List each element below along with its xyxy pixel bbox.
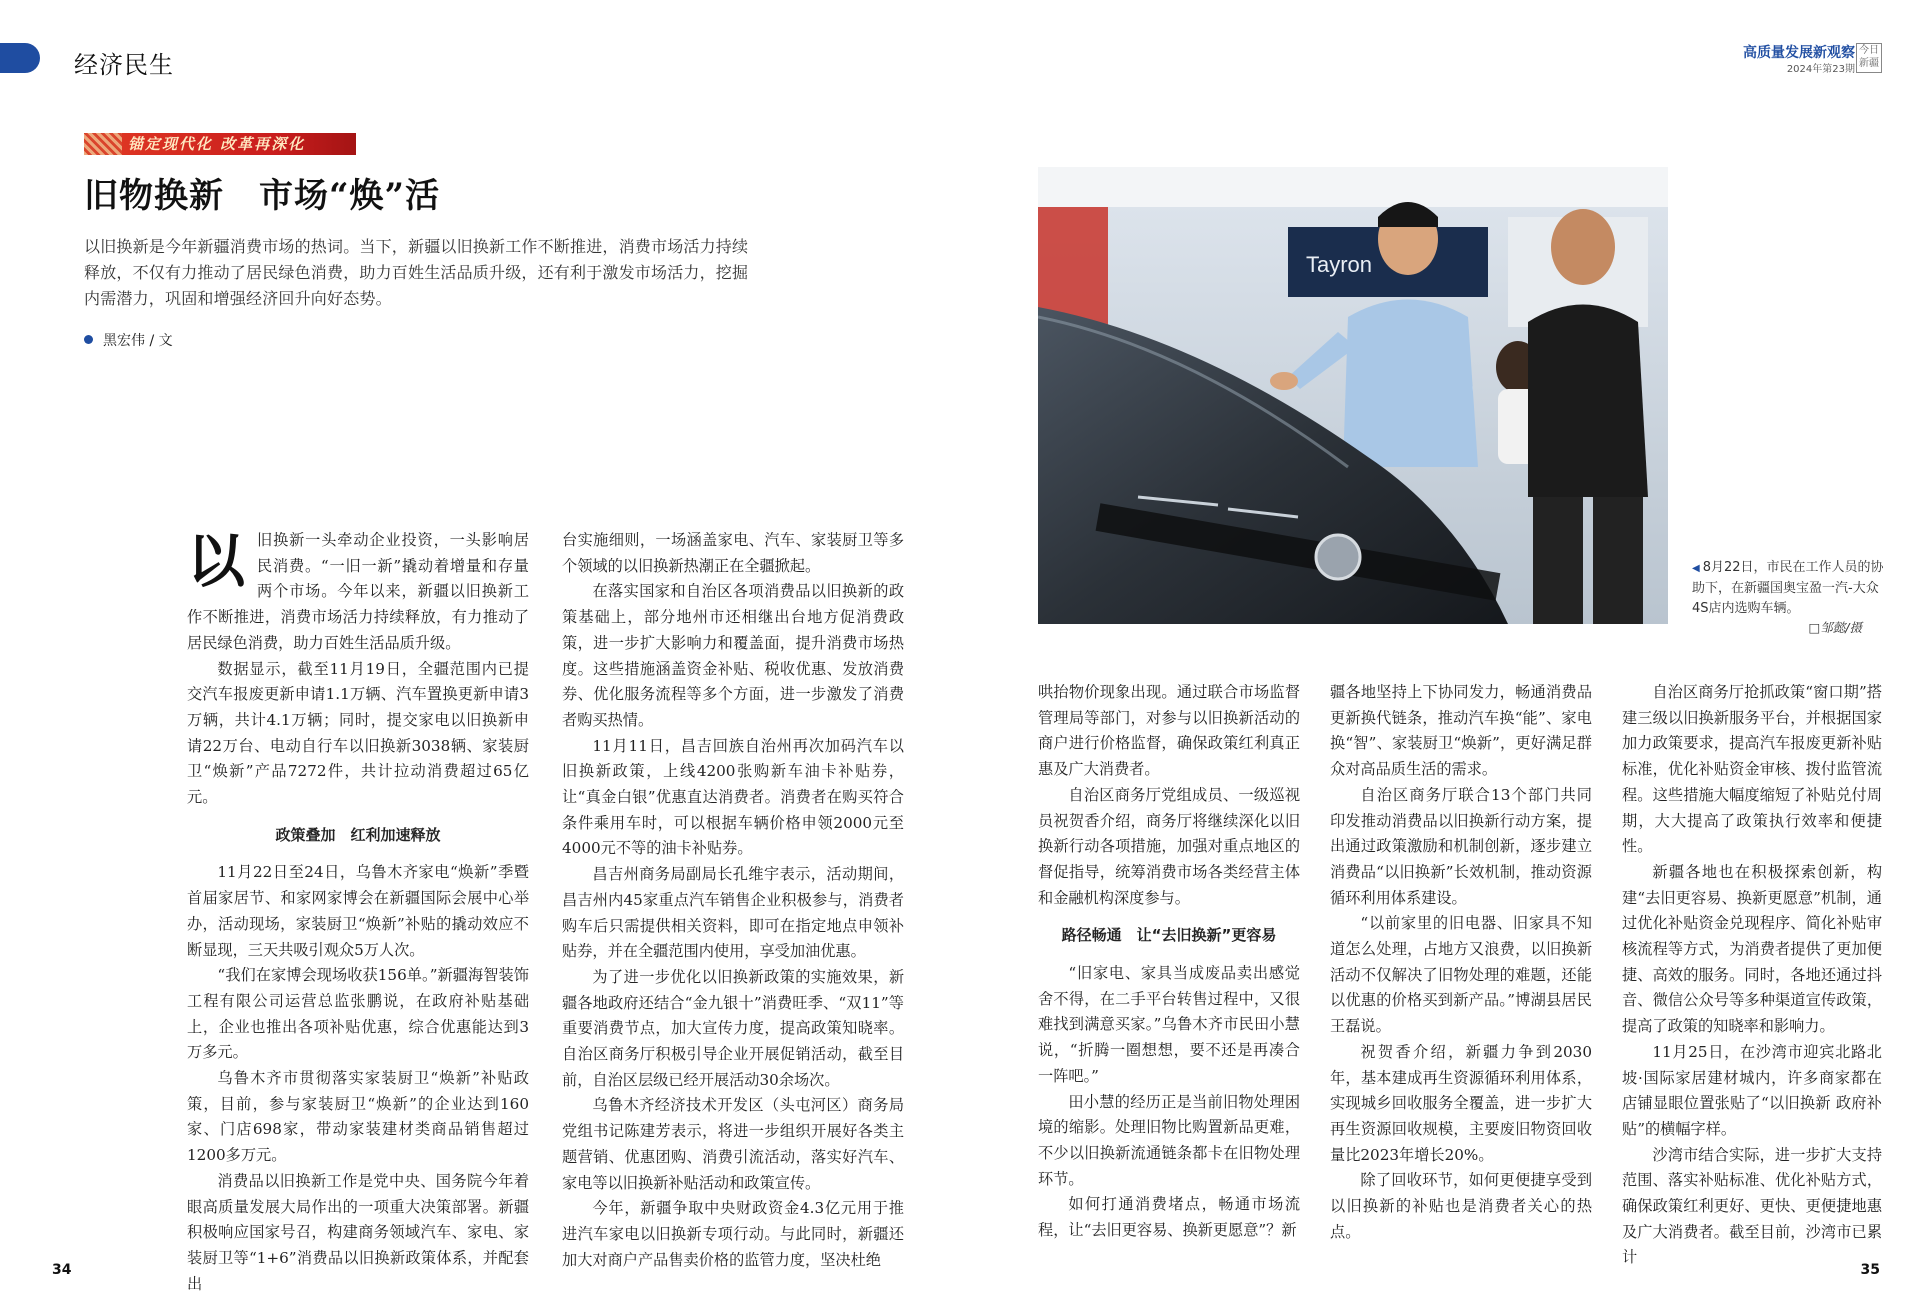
paragraph: 自治区商务厅联合13个部门共同印发推动消费品以旧换新行动方案，提出通过政策激励和机制创新，逐步建立消费品“以旧换新”长效机制，推动资源循环利用体系建设。 [1330, 785, 1592, 907]
photo-credit: □邹懿/摄 [1808, 620, 1862, 635]
paragraph: 疆各地坚持上下协同发力，畅通消费品更新换代链条，推动汽车换“能”、家电换“智”、家装厨卫“焕新”，更好满足群众对高品质生活的需求。 [1330, 683, 1592, 779]
paragraph: 祝贺香介绍，新疆力争到2030年，基本建成再生资源循环利用体系，实现城乡回收服务全覆盖，进一步扩大再生资源回收规模，主要废旧物资回收量比2023年增长20%。 [1330, 1042, 1592, 1164]
byline [84, 330, 173, 350]
paragraph: 旧换新一头牵动企业投资，一头影响居民消费。“一旧一新”撬动着增量和存量两个市场。今年以来，新疆以旧换新工作不断推进，消费市场活力持续释放，有力推动了居民绿色消费，助力百姓生活品质升级。 [187, 531, 529, 652]
bullet-icon [84, 335, 93, 344]
section-tab-marker [0, 43, 40, 73]
caption-arrow-icon: ◀ [1692, 563, 1700, 574]
article-headline: 旧物换新 市场“焕”活 [84, 176, 441, 216]
paragraph: 数据显示，截至11月19日，全疆范围内已提交汽车报废更新申请1.1万辆、汽车置换更新申请3万辆，共计4.1万辆；同时，提交家电以旧换新申请22万台、电动自行车以旧换新3038辆、家装厨卫“焕新”产品7272件，共计拉动消费超过65亿元。 [187, 659, 529, 807]
series-title: 高质量发展新观察 [1743, 45, 1855, 61]
paragraph: 在落实国家和自治区各项消费品以旧换新的政策基础上，部分地州市还相继出台地方促消费政策，进一步扩大影响力和覆盖面，提升消费市场热度。这些措施涵盖资金补贴、税收优惠、发放消费券、优化服务流程等多个方面，进一步激发了消费者购买热情。 [562, 582, 904, 729]
paragraph: 自治区商务厅抢抓政策“窗口期”搭建三级以旧换新服务平台，并根据国家加力政策要求，提高汽车报废更新补贴标准，优化补贴资金审核、拨付监管流程。这些措施大幅度缩短了补贴兑付周期，大大提高了政策执行效率和便捷性。 [1622, 683, 1882, 856]
car-showroom-photo [1038, 167, 1668, 624]
paragraph: 台实施细则，一场涵盖家电、汽车、家装厨卫等多个领域的以旧换新热潮正在全疆掀起。 [562, 531, 904, 575]
paragraph: 11月11日，昌吉回族自治州再次加码汽车以旧换新政策，上线4200张购新车油卡补贴券，让“真金白银”优惠直达消费者。消费者在购买符合条件乘用车时，可以根据车辆价格申领2000元至4000元不等的油卡补贴券。 [562, 736, 904, 858]
paragraph: 为了进一步优化以旧换新政策的实施效果，新疆各地政府还结合“金九银十”消费旺季、“双11”等重要消费节点，加大宣传力度，提高政策知晓率。自治区商务厅积极引导企业开展促销活动，截至目前，自治区层级已经开展活动30余场次。 [562, 967, 904, 1089]
topic-ribbon: 锚定现代化 改革再深化 [84, 133, 356, 155]
article-photo [1038, 167, 1668, 624]
subheading: 路径畅通 让“去旧换新”更容易 [1061, 926, 1277, 945]
paragraph: “我们在家博会现场收获156单。”新疆海智装饰工程有限公司运营总监张鹏说，在政府补贴基础上，企业也推出各项补贴优惠，综合优惠能达到3万多元。 [187, 966, 529, 1062]
paragraph: 哄抬物价现象出现。通过联合市场监督管理局等部门，对参与以旧换新活动的商户进行价格监督，确保政策红利真正惠及广大消费者。 [1038, 683, 1300, 779]
paragraph: 消费品以旧换新工作是党中央、国务院今年着眼高质量发展大局作出的一项重大决策部署。新疆积极响应国家号召，构建商务领域汽车、家电、家装厨卫等“1+6”消费品以旧换新政策体系，并配套出 [187, 1171, 529, 1293]
paragraph: 田小慧的经历正是当前旧物处理困境的缩影。处理旧物比购置新品更难，不少以旧换新流通链条都卡在旧物处理环节。 [1038, 1092, 1300, 1188]
paragraph: 沙湾市结合实际，进一步扩大支持范围、落实补贴标准、优化补贴方式，确保政策红利更好、更快、更便捷地惠及广大消费者。截至目前，沙湾市已累计 [1622, 1145, 1882, 1267]
paragraph: 11月25日，在沙湾市迎宾北路北坡·国际家居建材城内，许多商家都在店铺显眼位置张贴了“以旧换新 政府补贴”的横幅字样。 [1622, 1042, 1882, 1138]
paragraph: 自治区商务厅党组成员、一级巡视员祝贺香介绍，商务厅将继续深化以旧换新行动各项措施，加强对重点地区的督促指导，统筹消费市场各类经营主体和金融机构深度参与。 [1038, 785, 1300, 907]
caption-text: 8月22日，市民在工作人员的协助下，在新疆国奥宝盈一汽-大众4S店内选购车辆。 [1692, 560, 1884, 616]
paragraph: 乌鲁木齐经济技术开发区（头屯河区）商务局党组书记陈建芳表示，将进一步组织开展好各类主题营销、优惠团购、消费引流活动，落实好汽车、家电等以旧换新补贴活动和政策宣传。 [562, 1096, 904, 1192]
column-5 [1622, 680, 1882, 1271]
showroom-sign: Tayron [1306, 252, 1373, 277]
column-4 [1330, 680, 1592, 1245]
column-2 [562, 528, 904, 1273]
paragraph: 今年，新疆争取中央财政资金4.3亿元用于推进汽车家电以旧换新专项行动。与此同时，新疆还加大对商户产品售卖价格的监管力度，坚决杜绝 [562, 1199, 904, 1269]
photo-caption [1692, 558, 1887, 619]
author: 黑宏伟 / 文 [103, 333, 173, 349]
paragraph: “旧家电、家具当成废品卖出感觉舍不得，在二手平台转售过程中，又很难找到满意买家。”乌鲁木齐市民田小慧说，“折腾一圈想想，要不还是再凑合一阵吧。” [1038, 964, 1300, 1085]
subheading: 政策叠加 红利加速释放 [275, 825, 441, 844]
page-number-right: 35 [1860, 1262, 1880, 1278]
paragraph: 新疆各地也在积极探索创新，构建“去旧更容易、换新更愿意”机制，通过优化补贴资金兑现程序、简化补贴审核流程等方式，为消费者提供了更加便捷、高效的服务。同时，各地还通过抖音、微信公众号等多种渠道宣传政策，提高了政策的知晓率和影响力。 [1622, 862, 1882, 1036]
section-title: 经济民生 [74, 51, 174, 79]
paragraph: 乌鲁木齐市贯彻落实家装厨卫“焕新”补贴政策，目前，参与家装厨卫“焕新”的企业达到160家、门店698家，带动家装建材类商品销售超过1200多万元。 [187, 1069, 529, 1165]
paragraph: 除了回收环节，如何更便捷享受到以旧换新的补贴也是消费者关心的热点。 [1330, 1171, 1592, 1241]
column-3 [1038, 680, 1300, 1244]
paragraph: 11月22日至24日，乌鲁木齐家电“焕新”季暨首届家居节、和家网家博会在新疆国际会展中心举办，活动现场，家装厨卫“焕新”补贴的撬动效应不断显现，三天共吸引观众5万人次。 [187, 863, 529, 959]
paragraph: 如何打通消费堵点，畅通市场流程，让“去旧更容易、换新更愿意”？新 [1038, 1195, 1300, 1240]
paragraph: 昌吉州商务局副局长孔维宇表示，活动期间，昌吉州内45家重点汽车销售企业积极参与，消费者购车后只需提供相关资料，即可在指定地点申领补贴券，并在全疆范围内使用，享受加油优惠。 [562, 865, 904, 961]
issue-number: 2024年第23期 [1786, 64, 1855, 75]
page-number-left: 34 [52, 1262, 72, 1278]
magazine-badge: 今日新疆 [1856, 43, 1882, 73]
drop-cap: 以 [187, 527, 246, 595]
paragraph: “以前家里的旧电器、旧家具不知道怎么处理，占地方又浪费，以旧换新活动不仅解决了旧物处理的难题，还能以优惠的价格买到新产品。”博湖县居民王磊说。 [1330, 914, 1592, 1036]
column-1 [187, 528, 529, 1297]
article-lead: 以旧换新是今年新疆消费市场的热词。当下，新疆以旧换新工作不断推进，消费市场活力持续释放，不仅有力推动了居民绿色消费，助力百姓生活品质升级，还有利于激发市场活力，挖掘内需潜力，巩固和增强经济回升向好态势。 [84, 237, 749, 308]
